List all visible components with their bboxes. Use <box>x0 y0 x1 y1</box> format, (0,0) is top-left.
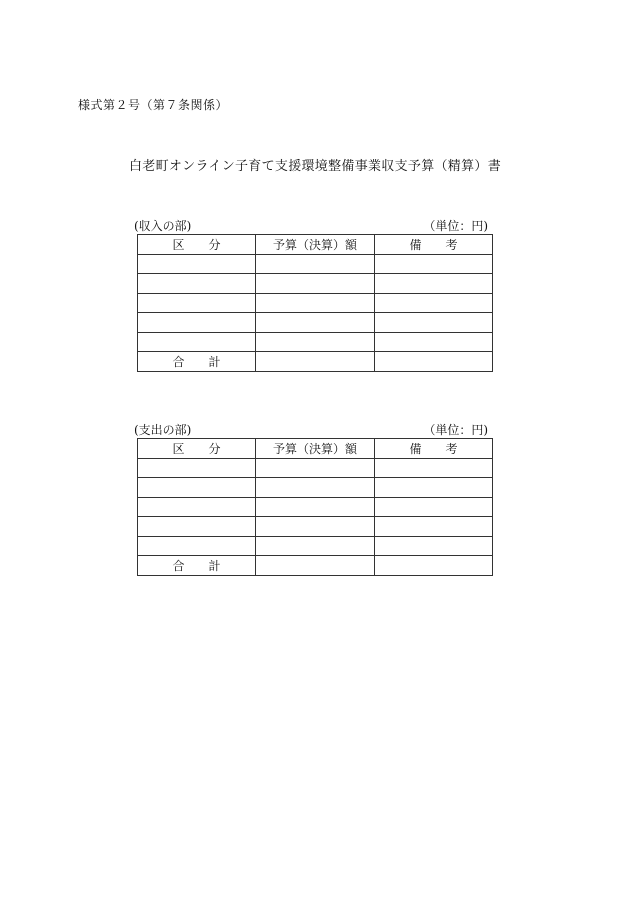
table-row <box>138 478 493 498</box>
expense-total-amount[interactable] <box>256 556 375 576</box>
table-row <box>138 274 493 294</box>
expense-total-label: 合 計 <box>138 556 256 576</box>
table-row <box>138 497 493 517</box>
expense-header-row <box>138 439 493 459</box>
income-header-remarks: 備 考 <box>375 235 493 255</box>
income-table <box>137 234 493 372</box>
income-cell-amount[interactable] <box>256 313 375 333</box>
income-cell-category[interactable] <box>138 274 256 294</box>
document-title: 白老町オンライン子育て支援環境整備事業収支予算（精算）書 <box>128 159 501 174</box>
expense-cell-amount[interactable] <box>256 458 375 478</box>
income-total-remarks[interactable] <box>375 352 493 372</box>
income-cell-amount[interactable] <box>256 293 375 313</box>
table-row <box>138 536 493 556</box>
income-total-row <box>138 352 493 372</box>
form-number: 様式第２号（第７条関係） <box>78 98 229 112</box>
income-cell-category[interactable] <box>138 293 256 313</box>
expense-cell-category[interactable] <box>138 536 256 556</box>
table-row <box>138 332 493 352</box>
income-cell-remarks[interactable] <box>375 293 493 313</box>
income-cell-remarks[interactable] <box>375 332 493 352</box>
income-header-category: 区 分 <box>138 235 256 255</box>
expense-cell-category[interactable] <box>138 478 256 498</box>
expense-section-header <box>134 421 492 438</box>
income-header-row <box>138 235 493 255</box>
table-row <box>138 254 493 274</box>
income-unit-label: （単位：円) <box>423 219 488 233</box>
income-cell-category[interactable] <box>138 332 256 352</box>
expense-section-label: (支出の部) <box>134 423 192 437</box>
expense-table <box>137 438 493 576</box>
income-cell-amount[interactable] <box>256 254 375 274</box>
expense-unit-label: （単位：円) <box>423 423 488 437</box>
expense-cell-remarks[interactable] <box>375 517 493 537</box>
expense-header-amount: 予算（決算）額 <box>256 439 375 459</box>
expense-cell-remarks[interactable] <box>375 478 493 498</box>
expense-cell-amount[interactable] <box>256 478 375 498</box>
income-section <box>134 217 492 372</box>
income-cell-category[interactable] <box>138 313 256 333</box>
expense-cell-amount[interactable] <box>256 517 375 537</box>
expense-cell-category[interactable] <box>138 517 256 537</box>
income-total-amount[interactable] <box>256 352 375 372</box>
income-header-amount: 予算（決算）額 <box>256 235 375 255</box>
expense-header-category: 区 分 <box>138 439 256 459</box>
income-cell-remarks[interactable] <box>375 274 493 294</box>
income-cell-amount[interactable] <box>256 332 375 352</box>
table-row <box>138 313 493 333</box>
income-cell-remarks[interactable] <box>375 254 493 274</box>
income-section-header <box>134 217 492 234</box>
expense-cell-amount[interactable] <box>256 497 375 517</box>
expense-cell-remarks[interactable] <box>375 458 493 478</box>
income-cell-remarks[interactable] <box>375 313 493 333</box>
expense-total-remarks[interactable] <box>375 556 493 576</box>
table-row <box>138 458 493 478</box>
expense-cell-category[interactable] <box>138 458 256 478</box>
income-cell-amount[interactable] <box>256 274 375 294</box>
table-row <box>138 517 493 537</box>
expense-total-row <box>138 556 493 576</box>
income-cell-category[interactable] <box>138 254 256 274</box>
income-total-label: 合 計 <box>138 352 256 372</box>
expense-cell-remarks[interactable] <box>375 536 493 556</box>
expense-header-remarks: 備 考 <box>375 439 493 459</box>
expense-cell-amount[interactable] <box>256 536 375 556</box>
table-row <box>138 293 493 313</box>
expense-cell-remarks[interactable] <box>375 497 493 517</box>
expense-section <box>134 421 492 576</box>
income-section-label: (収入の部) <box>134 219 192 233</box>
expense-cell-category[interactable] <box>138 497 256 517</box>
